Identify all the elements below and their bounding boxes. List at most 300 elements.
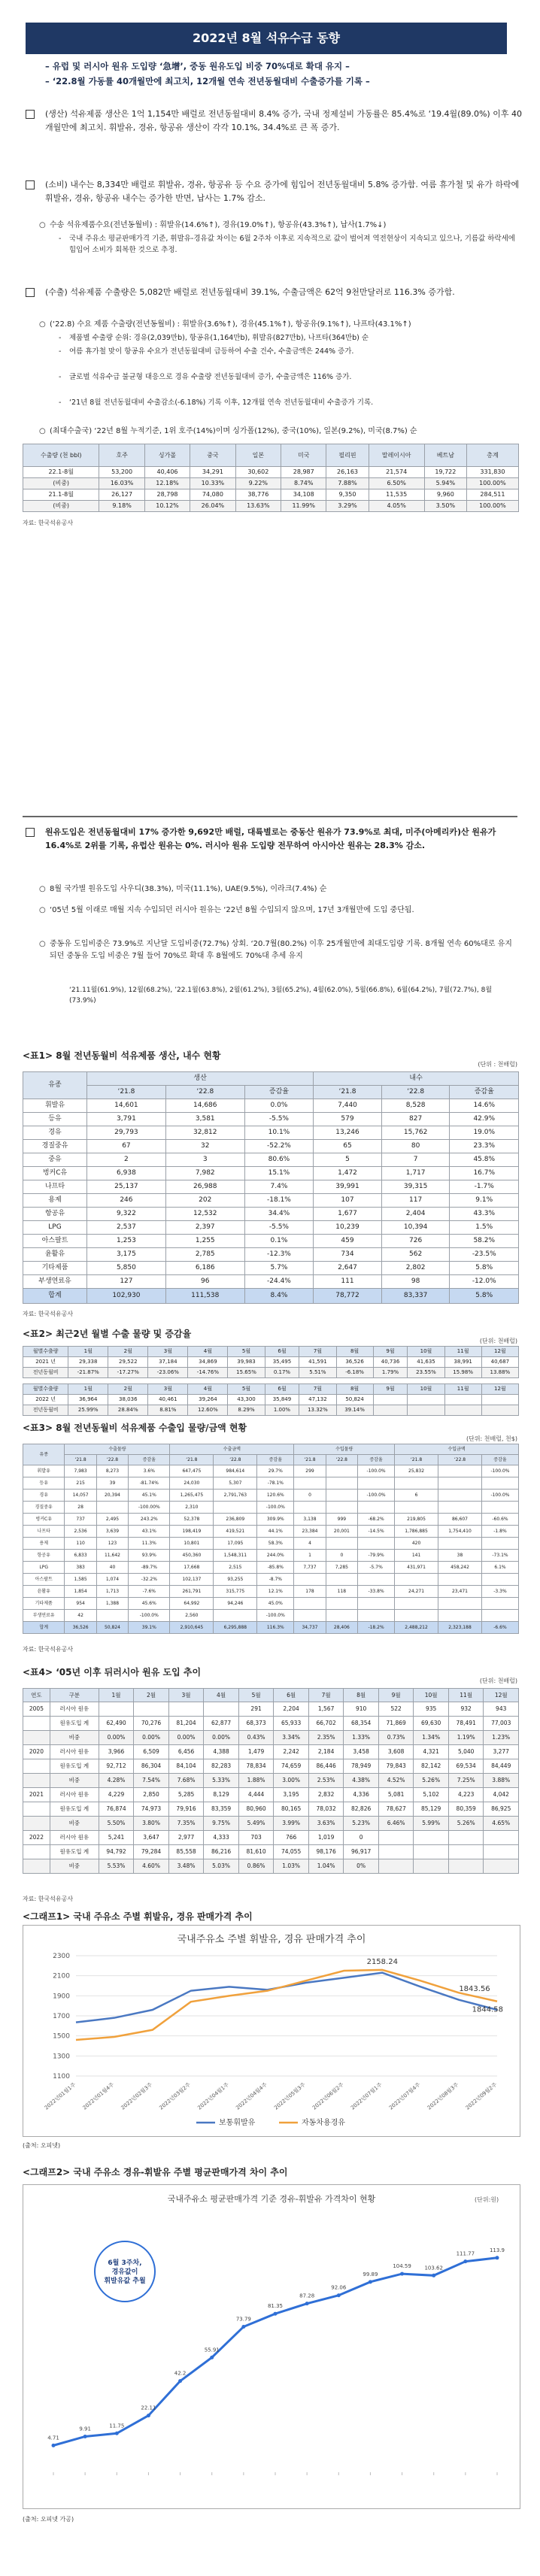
table-cell: 8,129: [204, 1788, 239, 1802]
table-cell: 비중: [50, 1731, 99, 1745]
table-header: 증감율: [358, 1455, 395, 1465]
table-cell: 80: [381, 1140, 450, 1153]
table-cell: -100.0%: [129, 1610, 170, 1622]
data-label: 103.62: [424, 2265, 443, 2271]
table-cell: 비중: [50, 1774, 99, 1788]
export-detail-3: - 글로벌 석유수급 불균형 대응으로 경유 수출량 전년동월대비 증가, 수출금액은 116% 증가.: [69, 371, 516, 383]
table4-unit: (단위: 천배럴): [479, 1677, 517, 1684]
table-cell: 13.32%: [299, 1405, 336, 1416]
source-note: (출처: 오피넷): [23, 2142, 61, 2149]
table-cell: 1,479: [238, 1745, 274, 1759]
table-cell: 아스팔트: [23, 1574, 65, 1586]
import-bullet-1: ○ 8월 국가별 원유도입 사우디(38.3%), 미국(11.1%), UAE(9.5%), 이라크(7.4%) 순: [50, 883, 516, 896]
table-cell: [481, 1477, 518, 1490]
table-cell: [438, 1490, 482, 1502]
table-header: 싱가폴: [144, 444, 190, 467]
table-cell: 331,830: [466, 467, 518, 478]
data-label: 111.77: [456, 2250, 475, 2257]
paragraph-import: 원유도입은 전년동월대비 17% 증가한 9,692만 배럴, 대륙별로는 중동산 원유가 73.9%로 최대, 미주(아메리카)산 원유가 16.4%로 2위를 기록, 유럽산 원유는 0%. 러시아 원유 도입량 전무하여 아시아산 원유는 28.3% 감소.: [26, 826, 522, 852]
table-cell: 79,284: [134, 1845, 169, 1859]
table-cell: 2,204: [274, 1702, 309, 1717]
table-cell: [448, 1831, 484, 1845]
table-row: [23, 1550, 519, 1562]
table-cell: 50,824: [96, 1622, 128, 1634]
table-cell: 117: [381, 1194, 450, 1208]
table-cell: 6,456: [168, 1745, 204, 1759]
table-cell: 1,713: [96, 1586, 128, 1598]
summary-line-1: – 유럽 및 러시아 원유 도입량 ‘急增’, 중동 원유도입 비중 70%대로 확대 유지 –: [45, 61, 350, 71]
table-cell: 36,526: [65, 1622, 96, 1634]
table-cell: 2020: [23, 1745, 50, 1759]
table-cell: [438, 1477, 482, 1490]
table-cell: 118: [326, 1586, 357, 1598]
page-title: 2022년 8월 석유수급 동향: [26, 23, 507, 54]
table-cell: 5.26%: [414, 1774, 449, 1788]
checkbox-icon: [26, 288, 35, 297]
table-row: [23, 1745, 519, 1759]
table-cell: 30,602: [235, 467, 281, 478]
table-cell: 12.18%: [144, 478, 190, 489]
table-cell: [414, 1859, 449, 1874]
table-cell: [214, 1502, 257, 1514]
table-cell: 0.00%: [134, 1731, 169, 1745]
table-cell: 522: [378, 1702, 414, 1717]
table-cell: 4,388: [204, 1745, 239, 1759]
table-cell: (비중): [23, 501, 99, 512]
table-cell: 2,404: [381, 1208, 450, 1221]
table-cell: [481, 1610, 518, 1622]
table-cell: 94,792: [99, 1845, 134, 1859]
table-cell: 41,591: [299, 1357, 336, 1368]
table-cell: [484, 1831, 519, 1845]
table-cell: 3.63%: [308, 1817, 344, 1831]
table-row: [23, 1598, 519, 1610]
legend-label: 자동차용경유: [302, 2119, 345, 2127]
table-cell: 647,475: [170, 1465, 214, 1477]
table-cell: 74,659: [274, 1759, 309, 1774]
table-cell: 9.18%: [99, 501, 144, 512]
table-cell: 7,982: [165, 1167, 244, 1180]
table-cell: -5.5%: [244, 1113, 314, 1126]
table-cell: -18.1%: [244, 1194, 314, 1208]
table-cell: [373, 1395, 408, 1405]
table-cell: 38,036: [108, 1395, 148, 1405]
table-cell: 86,607: [438, 1514, 482, 1526]
table-cell: 28,987: [281, 467, 326, 478]
table-cell: 2,832: [308, 1788, 344, 1802]
table-cell: 5.53%: [99, 1859, 134, 1874]
table-cell: 합계: [23, 1622, 65, 1634]
table-cell: 4,444: [238, 1788, 274, 1802]
table-cell: [23, 1717, 50, 1731]
table-row: [23, 1289, 519, 1304]
paragraph-production: (생산) 석유제품 생산은 1억 1,154만 배럴로 전년동월대비 8.4% 증가, 국내 정제설비 가동률은 85.4%로 ‘19.4월(89.0%) 이후 40개월만에 최고치. 휘발유, 경유, 항공유 생산이 각각 10.1%, 34.4%로 큰 폭 증가.: [26, 108, 522, 134]
table-cell: 202: [165, 1194, 244, 1208]
table-row: [23, 1759, 519, 1774]
dash-bullet-icon: -: [59, 334, 62, 342]
table-cell: 43.1%: [129, 1526, 170, 1538]
table-cell: 2.35%: [308, 1731, 344, 1745]
table-header: 미국: [281, 444, 326, 467]
table-cell: 10,801: [170, 1538, 214, 1550]
table-cell: 5.23%: [344, 1817, 379, 1831]
table-cell: 984,614: [214, 1465, 257, 1477]
table-cell: 4.05%: [369, 501, 424, 512]
table-cell: 703: [238, 1831, 274, 1845]
table-cell: 459: [314, 1235, 382, 1248]
table-cell: -21.87%: [68, 1368, 108, 1378]
table-cell: 2,910,645: [170, 1622, 214, 1634]
table-cell: 1,786,885: [395, 1526, 438, 1538]
table-cell: 7.68%: [168, 1774, 204, 1788]
table-cell: -73.1%: [481, 1550, 518, 1562]
table-cell: 5.50%: [99, 1817, 134, 1831]
table-cell: 1월: [68, 1384, 108, 1395]
table-cell: 등유: [23, 1477, 65, 1490]
table-cell: 3,581: [165, 1113, 244, 1126]
table-cell: 246: [87, 1194, 166, 1208]
circle-bullet-icon: ○: [39, 885, 46, 893]
table-cell: 243.2%: [129, 1514, 170, 1526]
table-cell: 65,933: [274, 1717, 309, 1731]
table-row: [23, 1817, 519, 1831]
table-header: 증감율: [450, 1086, 519, 1099]
table-cell: 1,585: [65, 1574, 96, 1586]
table-cell: 22.1-8월: [23, 467, 99, 478]
table-cell: 7,983: [65, 1465, 96, 1477]
data-point: [52, 2444, 56, 2447]
circle-bullet-icon: ○: [39, 940, 46, 948]
table-cell: 경질중유: [23, 1140, 87, 1153]
table-cell: -7.6%: [129, 1586, 170, 1598]
table-row: [23, 1574, 519, 1586]
table-cell: 휘발유: [23, 1465, 65, 1477]
table-cell: [408, 1395, 444, 1405]
table-cell: 66,702: [308, 1717, 344, 1731]
table-cell: 45.1%: [129, 1490, 170, 1502]
x-tick-label: 2022년03월2주: [158, 2081, 193, 2111]
table-header: 수출량 (천 bbl): [23, 444, 99, 467]
table-cell: 3,195: [274, 1788, 309, 1802]
table-cell: 5.03%: [204, 1859, 239, 1874]
table-cell: 7,285: [326, 1562, 357, 1574]
table-cell: 3,458: [344, 1745, 379, 1759]
table-cell: -6.18%: [336, 1368, 373, 1378]
table-cell: -89.7%: [129, 1562, 170, 1574]
table-cell: 6월: [265, 1347, 299, 1357]
table-cell: 3.88%: [484, 1774, 519, 1788]
table-cell: 1,548,311: [214, 1550, 257, 1562]
table-cell: 78,772: [314, 1289, 382, 1304]
table-cell: 42.9%: [450, 1113, 519, 1126]
table-cell: 86,925: [484, 1802, 519, 1817]
table-cell: 110: [65, 1538, 96, 1550]
table-cell: 0: [344, 1831, 379, 1845]
table-cell: 1.03%: [274, 1859, 309, 1874]
table-cell: 5월: [228, 1347, 265, 1357]
table-cell: 261,791: [170, 1586, 214, 1598]
table-cell: 16.7%: [450, 1167, 519, 1180]
table-cell: 32,812: [165, 1126, 244, 1140]
table-cell: 11.3%: [129, 1538, 170, 1550]
table3-title: <표3> 8월 전년동월비 석유제품 수출입 물량/금액 현황: [23, 1423, 247, 1433]
table-cell: 5,040: [448, 1745, 484, 1759]
x-tick-label: 2022년04월4주: [235, 2081, 268, 2111]
table-cell: 68,354: [344, 1717, 379, 1731]
table-cell: 86,446: [308, 1759, 344, 1774]
table-cell: -32.2%: [129, 1574, 170, 1586]
table-cell: [99, 1702, 134, 1717]
table-row: [23, 1384, 519, 1395]
table-cell: 7,737: [294, 1562, 326, 1574]
table-cell: 38,776: [235, 489, 281, 501]
table-cell: 141: [395, 1550, 438, 1562]
table-cell: 36,526: [336, 1357, 373, 1368]
table-row: [23, 1465, 519, 1477]
table-cell: 기타제품: [23, 1598, 65, 1610]
table-cell: [294, 1598, 326, 1610]
table-cell: 86,216: [204, 1845, 239, 1859]
table-header: 12월: [484, 1689, 519, 1702]
table-cell: 3,966: [99, 1745, 134, 1759]
table-cell: -100.0%: [257, 1610, 294, 1622]
table-cell: 309.9%: [257, 1514, 294, 1526]
table-cell: [23, 1731, 50, 1745]
table-cell: 4.28%: [99, 1774, 134, 1788]
table-cell: 러시아 원유: [50, 1745, 99, 1759]
data-point: [115, 2432, 119, 2435]
table-cell: 5,102: [414, 1788, 449, 1802]
table-cell: [481, 1574, 518, 1586]
table-cell: 8,273: [96, 1465, 128, 1477]
data-label: 92.06: [331, 2284, 347, 2291]
table-cell: 항공유: [23, 1550, 65, 1562]
table-cell: 5.33%: [204, 1774, 239, 1788]
table-cell: 0.73%: [378, 1731, 414, 1745]
table-header: 증감율: [244, 1086, 314, 1099]
table-cell: 127: [87, 1275, 166, 1289]
table-cell: 1.34%: [414, 1731, 449, 1745]
table-header: 수출금액: [170, 1444, 294, 1455]
table-cell: 29.7%: [257, 1465, 294, 1477]
x-tick-label: 2022년05월3주: [273, 2081, 307, 2111]
import-bullet-2: ○ ‘05년 5월 이래로 매월 지속 수입되던 러시아 원유는 ‘22년 8월 수입되지 않으며, 17년 3개월만에 도입 중단됨.: [50, 905, 516, 917]
table-cell: 9.1%: [450, 1194, 519, 1208]
table-cell: [444, 1405, 481, 1416]
table-cell: 벙커C유: [23, 1514, 65, 1526]
table-cell: 6,938: [87, 1167, 166, 1180]
table-cell: 4,336: [344, 1788, 379, 1802]
table-cell: 81,610: [238, 1845, 274, 1859]
table-cell: 3.99%: [274, 1817, 309, 1831]
table-cell: 26,163: [326, 467, 369, 478]
table-cell: 28.84%: [108, 1405, 148, 1416]
table-cell: [414, 1845, 449, 1859]
data-label: 104.59: [393, 2263, 411, 2270]
table-cell: [326, 1538, 357, 1550]
summary-line-2: – ‘22.8월 가동률 40개월만에 최고치, 12개월 연속 전년동월대비 수출증가를 기록 –: [45, 76, 370, 86]
table-cell: 4.65%: [484, 1817, 519, 1831]
x-tick-label: 2022년09월2주: [464, 2081, 499, 2111]
table-cell: 40,461: [148, 1395, 188, 1405]
table-cell: 아스팔트: [23, 1235, 87, 1248]
checkbox-icon: [26, 110, 35, 119]
table-cell: 1,854: [65, 1586, 96, 1598]
table-header: 호주: [99, 444, 144, 467]
table-cell: [96, 1610, 128, 1622]
table-cell: 284,511: [466, 489, 518, 501]
table-cell: 1월: [68, 1347, 108, 1357]
table-cell: 1.04%: [308, 1859, 344, 1874]
table-cell: -24.4%: [244, 1275, 314, 1289]
table-cell: 26.04%: [190, 501, 235, 512]
table-cell: 4,333: [204, 1831, 239, 1845]
table-cell: 3: [165, 1153, 244, 1167]
table-header: 1월: [99, 1689, 134, 1702]
table-cell: [395, 1610, 438, 1622]
table-cell: 월별수출량: [23, 1384, 68, 1395]
table-cell: [23, 1859, 50, 1874]
table-cell: 42: [65, 1610, 96, 1622]
table-cell: 1,019: [308, 1831, 344, 1845]
table-cell: -8.7%: [257, 1574, 294, 1586]
table-cell: 13,246: [314, 1126, 382, 1140]
table-cell: 4.38%: [344, 1774, 379, 1788]
table-row: [23, 1526, 519, 1538]
export-detail-2: - 여름 휴가철 맞이 항공유 수요가 전년동월대비 급등하여 수출 건수, 수출금액은 244% 증가.: [69, 346, 516, 357]
table-cell: [408, 1405, 444, 1416]
table-cell: 10.12%: [144, 501, 190, 512]
table-cell: 53,200: [99, 467, 144, 478]
data-point: [83, 2435, 87, 2438]
table-row: [23, 1831, 519, 1845]
table-cell: 8.81%: [148, 1405, 188, 1416]
x-tick-label: 2022년06월2주: [311, 2081, 345, 2111]
table-cell: 50,824: [336, 1395, 373, 1405]
table-cell: 17,668: [170, 1562, 214, 1574]
table-header: 증감율: [481, 1455, 518, 1465]
table-cell: -5.5%: [244, 1221, 314, 1235]
table-cell: 2021: [23, 1788, 50, 1802]
table-cell: 34.4%: [244, 1208, 314, 1221]
table-row: [23, 1788, 519, 1802]
table-cell: 85,129: [414, 1802, 449, 1817]
table-cell: 12,532: [165, 1208, 244, 1221]
table-header: ‘22.8: [165, 1086, 244, 1099]
table-cell: 3.6%: [129, 1465, 170, 1477]
table-cell: 7월: [299, 1347, 336, 1357]
table1-title: <표1> 8월 전년동월비 석유제품 생산, 내수 현황: [23, 1050, 221, 1061]
export-detail-1: - 제품별 수출량 순위: 경유(2,039만b), 항공유(1,164만b), 휘발유(827만b), 나프타(364만b) 순: [69, 332, 516, 344]
checkbox-icon: [26, 180, 35, 189]
table-cell: 3,608: [378, 1745, 414, 1759]
table-cell: 4,321: [414, 1745, 449, 1759]
x-tick-label: 2022년08월3주: [426, 2081, 460, 2111]
table-cell: 윤활유: [23, 1586, 65, 1598]
table-cell: 82,142: [414, 1759, 449, 1774]
table-cell: 198,419: [170, 1526, 214, 1538]
table-cell: 12.60%: [188, 1405, 228, 1416]
table-cell: 3.80%: [134, 1817, 169, 1831]
table-row: [23, 1717, 519, 1731]
table-cell: 러시아 원유: [50, 1831, 99, 1845]
table-header: 증감율: [129, 1455, 170, 1465]
table-cell: -14.76%: [188, 1368, 228, 1378]
table-cell: 734: [314, 1248, 382, 1262]
table-header: 말레이시아: [369, 444, 424, 467]
table-cell: 954: [65, 1598, 96, 1610]
table-cell: [378, 1845, 414, 1859]
callout-text: 휘발유값 추월: [104, 2277, 146, 2285]
table-cell: 7월: [299, 1384, 336, 1395]
table-cell: 78,491: [448, 1717, 484, 1731]
table-cell: 6,186: [165, 1262, 244, 1275]
x-tick-label: 2022년04월1주: [196, 2081, 230, 2111]
table-cell: -12.0%: [450, 1275, 519, 1289]
series-line-gasoline: [76, 1973, 497, 2023]
table-cell: 15.65%: [228, 1368, 265, 1378]
table-cell: 244.0%: [257, 1550, 294, 1562]
table-cell: 비중: [50, 1817, 99, 1831]
table-cell: 3,138: [294, 1514, 326, 1526]
table-cell: 1.33%: [344, 1731, 379, 1745]
data-label: 11.75: [109, 2423, 125, 2429]
table-cell: 5.26%: [448, 1817, 484, 1831]
table-cell: 21.1-8월: [23, 489, 99, 501]
table-cell: 86,304: [134, 1759, 169, 1774]
table-row: [23, 1405, 519, 1416]
table-cell: 11.99%: [281, 501, 326, 512]
table-row: [23, 1194, 519, 1208]
table-cell: 10,394: [381, 1221, 450, 1235]
table-cell: 26,988: [165, 1180, 244, 1194]
table-cell: [294, 1502, 326, 1514]
table-cell: [214, 1610, 257, 1622]
table-header: 수출물량: [65, 1444, 170, 1455]
table-cell: [168, 1702, 204, 1717]
table-cell: 1.88%: [238, 1774, 274, 1788]
table-cell: 80,165: [274, 1802, 309, 1817]
table-cell: 7.35%: [168, 1817, 204, 1831]
table-row: [23, 1126, 519, 1140]
table-cell: [358, 1477, 395, 1490]
table-cell: -52.2%: [244, 1140, 314, 1153]
table-cell: -100.0%: [358, 1490, 395, 1502]
table-cell: 84,449: [484, 1759, 519, 1774]
table-cell: 77,003: [484, 1717, 519, 1731]
consumption-detail: - 국내 주유소 평균판매가격 기준, 휘발유-경유값 차이는 6월 2주차 이후로 지속적으로 값이 벌어져 역전현상이 지속되고 있으나, 기름값 하락세에 힘입어 소비가 회복한 것으로 추정.: [59, 235, 515, 255]
table-cell: 6월: [265, 1384, 299, 1395]
table-header: 4월: [204, 1689, 239, 1702]
table-cell: 23.3%: [450, 1140, 519, 1153]
y-tick-label: 1300: [53, 2053, 70, 2061]
table-cell: 5.8%: [450, 1262, 519, 1275]
table-cell: 80,359: [448, 1802, 484, 1817]
table-cell: 2: [87, 1153, 166, 1167]
table-row: [23, 467, 519, 478]
table-cell: -18.2%: [358, 1622, 395, 1634]
table-cell: 35,495: [265, 1357, 299, 1368]
table-cell: 3월: [148, 1347, 188, 1357]
table-cell: 기타제품: [23, 1262, 87, 1275]
table-cell: 25,832: [395, 1465, 438, 1477]
table-cell: [373, 1405, 408, 1416]
table-cell: 34,108: [281, 489, 326, 501]
data-point: [463, 2259, 467, 2263]
table-cell: [481, 1502, 518, 1514]
export-bullet-2: ○ (최대수출국) ‘22년 8월 누적기준, 1위 호주(14%)이며 싱가폴(12%), 중국(10%), 일본(9.2%), 미국(8.7%) 순: [50, 426, 516, 438]
callout-text: 경유값이: [111, 2268, 138, 2276]
